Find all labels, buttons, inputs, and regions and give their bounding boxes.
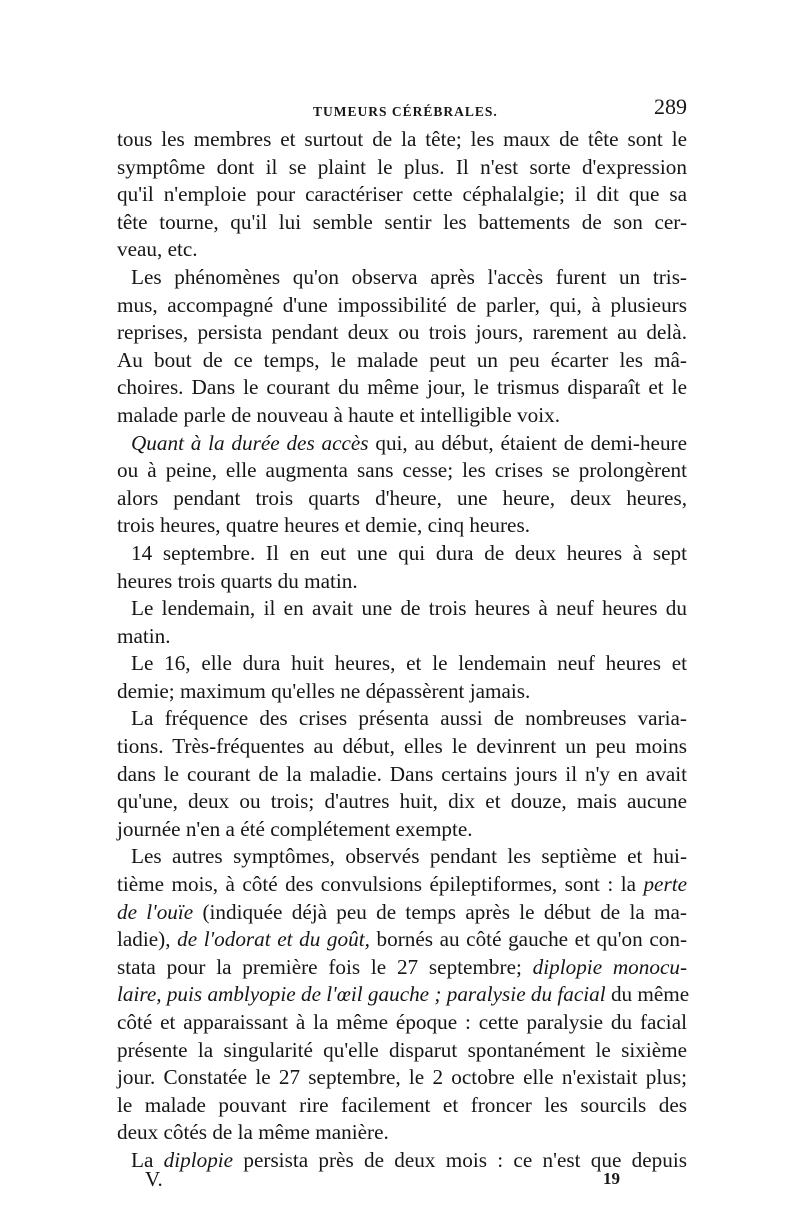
body-text xyxy=(117,126,690,1175)
text-segment: persista près de deux mois : ce n'est que depuis xyxy=(233,1147,687,1172)
text-line xyxy=(117,181,687,209)
italic-segment: Quant à la durée des accès xyxy=(131,430,369,455)
text-segment: jour. Constatée le 27 septembre, le 2 octobre elle n'existait plus; xyxy=(117,1065,687,1090)
text-segment: malade parle de nouveau à haute et intelligible voix. xyxy=(117,402,561,427)
text-line xyxy=(117,981,690,1009)
text-line xyxy=(117,1009,687,1037)
text-segment: choires. Dans le courant du même jour, le trismus disparaît et le xyxy=(117,375,687,400)
sheet-number: 19 xyxy=(603,1169,620,1188)
text-line xyxy=(117,954,687,982)
text-segment: matin. xyxy=(117,623,171,648)
text-segment: veau, etc. xyxy=(117,237,198,262)
text-line xyxy=(117,209,687,237)
italic-segment: laire, puis amblyopie de l'œil gauche ; paralysie du facial xyxy=(117,982,606,1007)
text-segment: Au bout de ce temps, le malade peut un peu écarter les mâ- xyxy=(117,347,687,372)
text-line xyxy=(117,126,687,154)
text-segment: La xyxy=(131,1147,164,1172)
text-line xyxy=(117,319,687,347)
text-segment: tième mois, à côté des convulsions épileptiformes, sont : la xyxy=(117,872,644,897)
text-line xyxy=(117,733,687,761)
text-line xyxy=(117,899,687,927)
text-segment: bornés au côté gauche et qu'on con- xyxy=(369,927,687,952)
text-line xyxy=(117,568,687,596)
page-number: 289 xyxy=(654,94,687,119)
text-segment: ou à peine, elle augmenta sans cesse; les crises se prolongèrent xyxy=(117,458,687,483)
text-line xyxy=(117,485,687,513)
text-line xyxy=(117,402,687,430)
text-line xyxy=(117,1064,687,1092)
text-line xyxy=(117,843,687,871)
text-line xyxy=(117,761,687,789)
text-segment: 14 septembre. Il en eut une qui dura de deux heures à sept xyxy=(131,540,687,565)
text-segment: reprises, persista pendant deux ou trois jours, rarement au delà. xyxy=(117,320,687,345)
text-segment: tous les membres et surtout de la tête; les maux de tête sont le xyxy=(117,127,687,151)
text-line xyxy=(117,650,687,678)
text-segment: du même xyxy=(605,982,690,1007)
text-line xyxy=(117,540,687,568)
text-line xyxy=(117,595,687,623)
text-segment: trois heures, quatre heures et demie, cinq heures. xyxy=(117,513,531,538)
text-line xyxy=(117,236,687,264)
text-line xyxy=(117,871,687,899)
text-segment: tions. Très-fréquentes au début, elles le devinrent un peu moins xyxy=(117,734,687,759)
signature-mark: V. xyxy=(145,1167,163,1191)
text-line xyxy=(117,705,687,733)
text-line xyxy=(117,457,687,485)
italic-segment: de l'odorat et du goût, xyxy=(177,927,370,952)
italic-segment: perte xyxy=(643,872,687,897)
text-line xyxy=(117,264,687,292)
text-line xyxy=(117,1037,687,1065)
text-line xyxy=(117,623,687,651)
text-line xyxy=(117,154,687,182)
italic-segment: diplopie xyxy=(163,1147,234,1172)
text-line xyxy=(117,678,687,706)
text-line xyxy=(117,1119,687,1147)
text-segment: dans le courant de la maladie. Dans certains jours il n'y en avait xyxy=(117,761,687,786)
text-segment: mus, accompagné d'une impossibilité de parler, qui, à plusieurs xyxy=(117,292,687,317)
text-line xyxy=(117,788,687,816)
text-segment: ladie), xyxy=(117,927,178,952)
text-segment: côté et apparaissant à la même époque : cette paralysie du facial xyxy=(117,1010,687,1034)
text-segment: Le lendemain, il en avait une de trois heures à neuf heures du xyxy=(131,596,687,621)
text-line xyxy=(117,347,687,375)
text-segment: Les autres symptômes, observés pendant les septième et hui- xyxy=(131,844,687,869)
text-segment: deux côtés de la même manière. xyxy=(117,1120,389,1145)
text-line xyxy=(117,816,687,844)
text-line xyxy=(117,1092,687,1120)
text-line xyxy=(117,292,687,320)
text-line xyxy=(117,512,687,540)
text-segment: présente la singularité qu'elle disparut spontanément le sixième xyxy=(117,1037,687,1062)
text-segment: tête tourne, qu'il lui semble sentir les battements de son cer- xyxy=(117,209,687,234)
page-header xyxy=(117,94,687,124)
text-segment: Le 16, elle dura huit heures, et le lendemain neuf heures et xyxy=(131,651,687,676)
running-title: TUMEURS CÉRÉBRALES. xyxy=(313,104,498,119)
italic-segment: de l'ouïe xyxy=(117,899,194,924)
text-line xyxy=(117,430,687,458)
text-segment: qu'une, deux ou trois; d'autres huit, dix et douze, mais aucune xyxy=(117,789,687,814)
text-segment: (indiquée déjà peu de temps après le début de la ma- xyxy=(193,899,687,924)
text-segment: qui, au début, étaient de demi-heure xyxy=(368,430,687,455)
text-segment: heures trois quarts du matin. xyxy=(117,568,358,593)
text-segment: journée n'en a été complétement exempte. xyxy=(117,816,473,841)
italic-segment: diplopie monocu- xyxy=(532,954,688,979)
text-segment: demie; maximum qu'elles ne dépassèrent jamais. xyxy=(117,678,531,703)
text-segment: stata pour la première fois le 27 septembre; xyxy=(117,954,533,979)
page-footer xyxy=(145,1167,620,1195)
text-segment: symptôme dont il se plaint le plus. Il n'est sorte d'expression xyxy=(117,154,687,179)
text-segment: Les phénomènes qu'on observa après l'accès furent un tris- xyxy=(131,264,687,289)
text-line xyxy=(117,926,687,954)
text-segment: La fréquence des crises présenta aussi de nombreuses varia- xyxy=(131,706,687,731)
text-segment: alors pendant trois quarts d'heure, une heure, deux heures, xyxy=(117,485,687,510)
text-segment: qu'il n'emploie pour caractériser cette céphalalgie; il dit que sa xyxy=(117,182,687,207)
text-segment: le malade pouvant rire facilement et froncer les sourcils des xyxy=(117,1092,687,1117)
text-line xyxy=(117,374,687,402)
